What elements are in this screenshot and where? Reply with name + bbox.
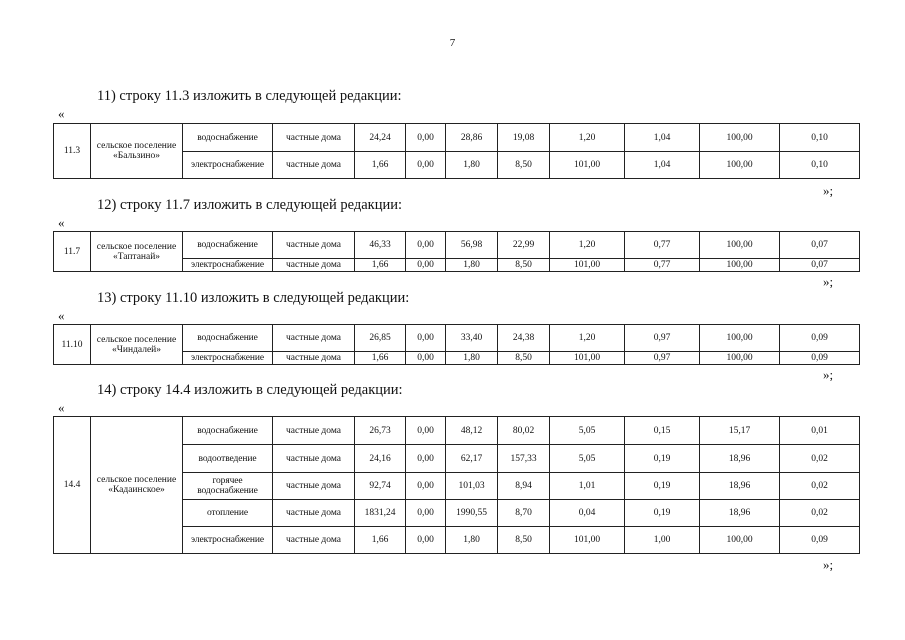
category-cell: частные дома xyxy=(273,325,355,352)
value-cell: 80,02 xyxy=(498,417,550,445)
value-cell: 101,00 xyxy=(550,152,625,179)
instruction-13: 13) строку 11.10 изложить в следующей редакции: xyxy=(97,290,410,306)
value-cell: 1,00 xyxy=(625,527,700,554)
category-cell: частные дома xyxy=(273,259,355,272)
value-cell: 1,04 xyxy=(625,124,700,152)
value-cell: 101,00 xyxy=(550,259,625,272)
value-cell: 24,16 xyxy=(355,445,406,473)
utility-cell: электроснабжение xyxy=(183,152,273,179)
value-cell: 1,80 xyxy=(446,259,498,272)
utility-cell: отопление xyxy=(183,500,273,527)
category-cell: частные дома xyxy=(273,124,355,152)
value-cell: 0,00 xyxy=(406,473,446,500)
value-cell: 0,10 xyxy=(780,124,860,152)
value-cell: 0,01 xyxy=(780,417,860,445)
value-cell: 0,09 xyxy=(780,527,860,554)
value-cell: 0,09 xyxy=(780,352,860,365)
value-cell: 0,97 xyxy=(625,325,700,352)
value-cell: 1,20 xyxy=(550,325,625,352)
value-cell: 92,74 xyxy=(355,473,406,500)
row-number-cell: 11.7 xyxy=(54,232,91,272)
value-cell: 100,00 xyxy=(700,259,780,272)
value-cell: 0,00 xyxy=(406,445,446,473)
value-cell: 0,15 xyxy=(625,417,700,445)
value-cell: 18,96 xyxy=(700,445,780,473)
value-cell: 0,00 xyxy=(406,325,446,352)
value-cell: 15,17 xyxy=(700,417,780,445)
value-cell: 1,80 xyxy=(446,152,498,179)
category-cell: частные дома xyxy=(273,473,355,500)
value-cell: 1,66 xyxy=(355,527,406,554)
settlement-cell: сельское поселение «Бальзино» xyxy=(91,124,183,179)
value-cell: 0,10 xyxy=(780,152,860,179)
utility-cell: водоснабжение xyxy=(183,325,273,352)
value-cell: 0,00 xyxy=(406,259,446,272)
value-cell: 5,05 xyxy=(550,445,625,473)
value-cell: 0,19 xyxy=(625,445,700,473)
value-cell: 0,00 xyxy=(406,417,446,445)
open-quote: « xyxy=(58,308,65,323)
instruction-14: 14) строку 14.4 изложить в следующей редакции: xyxy=(97,382,403,398)
category-cell: частные дома xyxy=(273,417,355,445)
value-cell: 8,94 xyxy=(498,473,550,500)
value-cell: 62,17 xyxy=(446,445,498,473)
value-cell: 100,00 xyxy=(700,124,780,152)
value-cell: 33,40 xyxy=(446,325,498,352)
value-cell: 101,00 xyxy=(550,352,625,365)
page-number: 7 xyxy=(449,37,456,49)
open-quote: « xyxy=(58,215,65,230)
category-cell: частные дома xyxy=(273,152,355,179)
utility-cell: электроснабжение xyxy=(183,527,273,554)
value-cell: 0,02 xyxy=(780,445,860,473)
value-cell: 1,80 xyxy=(446,352,498,365)
close-quote: »; xyxy=(823,274,834,289)
value-cell: 0,02 xyxy=(780,473,860,500)
close-quote: »; xyxy=(823,367,834,382)
category-cell: частные дома xyxy=(273,527,355,554)
value-cell: 1,20 xyxy=(550,232,625,259)
value-cell: 0,09 xyxy=(780,325,860,352)
value-cell: 0,77 xyxy=(625,259,700,272)
value-cell: 101,03 xyxy=(446,473,498,500)
value-cell: 0,02 xyxy=(780,500,860,527)
value-cell: 0,19 xyxy=(625,473,700,500)
value-cell: 100,00 xyxy=(700,232,780,259)
close-quote: »; xyxy=(823,557,834,572)
value-cell: 0,19 xyxy=(625,500,700,527)
row-number-cell: 11.10 xyxy=(54,325,91,365)
value-cell: 18,96 xyxy=(700,473,780,500)
value-cell: 1,66 xyxy=(355,259,406,272)
value-cell: 18,96 xyxy=(700,500,780,527)
utility-cell: водоснабжение xyxy=(183,232,273,259)
instruction-12: 12) строку 11.7 изложить в следующей редакции: xyxy=(97,197,403,213)
open-quote: « xyxy=(58,106,65,121)
value-cell: 100,00 xyxy=(700,352,780,365)
table-row-11-3 xyxy=(53,123,860,179)
settlement-cell: сельское поселение «Кадаинское» xyxy=(91,417,183,554)
value-cell: 0,77 xyxy=(625,232,700,259)
value-cell: 0,07 xyxy=(780,232,860,259)
category-cell: частные дома xyxy=(273,445,355,473)
utility-cell: горячее водоснабжение xyxy=(183,473,273,500)
value-cell: 0,00 xyxy=(406,500,446,527)
category-cell: частные дома xyxy=(273,500,355,527)
value-cell: 0,00 xyxy=(406,232,446,259)
value-cell: 5,05 xyxy=(550,417,625,445)
value-cell: 48,12 xyxy=(446,417,498,445)
value-cell: 1,66 xyxy=(355,152,406,179)
utility-cell: электроснабжение xyxy=(183,259,273,272)
value-cell: 8,70 xyxy=(498,500,550,527)
value-cell: 0,00 xyxy=(406,152,446,179)
value-cell: 0,97 xyxy=(625,352,700,365)
value-cell: 8,50 xyxy=(498,527,550,554)
value-cell: 22,99 xyxy=(498,232,550,259)
value-cell: 46,33 xyxy=(355,232,406,259)
value-cell: 0,00 xyxy=(406,527,446,554)
value-cell: 1,80 xyxy=(446,527,498,554)
utility-cell: водоснабжение xyxy=(183,124,273,152)
value-cell: 28,86 xyxy=(446,124,498,152)
category-cell: частные дома xyxy=(273,232,355,259)
value-cell: 8,50 xyxy=(498,352,550,365)
value-cell: 157,33 xyxy=(498,445,550,473)
value-cell: 26,85 xyxy=(355,325,406,352)
value-cell: 1831,24 xyxy=(355,500,406,527)
utility-cell: электроснабжение xyxy=(183,352,273,365)
row-number-cell: 14.4 xyxy=(54,417,91,554)
category-cell: частные дома xyxy=(273,352,355,365)
value-cell: 8,50 xyxy=(498,152,550,179)
close-quote: »; xyxy=(823,183,834,198)
settlement-cell: сельское поселение «Чиндалей» xyxy=(91,325,183,365)
value-cell: 0,00 xyxy=(406,124,446,152)
value-cell: 1,20 xyxy=(550,124,625,152)
value-cell: 0,07 xyxy=(780,259,860,272)
value-cell: 100,00 xyxy=(700,152,780,179)
value-cell: 100,00 xyxy=(700,325,780,352)
value-cell: 0,00 xyxy=(406,352,446,365)
value-cell: 100,00 xyxy=(700,527,780,554)
value-cell: 101,00 xyxy=(550,527,625,554)
table-row-14-4 xyxy=(53,416,860,554)
value-cell: 24,38 xyxy=(498,325,550,352)
row-number-cell: 11.3 xyxy=(54,124,91,179)
value-cell: 1,01 xyxy=(550,473,625,500)
instruction-11: 11) строку 11.3 изложить в следующей редакции: xyxy=(97,88,402,104)
value-cell: 19,08 xyxy=(498,124,550,152)
value-cell: 1,66 xyxy=(355,352,406,365)
value-cell: 24,24 xyxy=(355,124,406,152)
value-cell: 1990,55 xyxy=(446,500,498,527)
value-cell: 0,04 xyxy=(550,500,625,527)
value-cell: 56,98 xyxy=(446,232,498,259)
utility-cell: водоснабжение xyxy=(183,417,273,445)
value-cell: 26,73 xyxy=(355,417,406,445)
table-row-11-7 xyxy=(53,231,860,272)
table-row-11-10 xyxy=(53,324,860,365)
settlement-cell: сельское поселение «Таптанай» xyxy=(91,232,183,272)
open-quote: « xyxy=(58,400,65,415)
value-cell: 1,04 xyxy=(625,152,700,179)
utility-cell: водоотведение xyxy=(183,445,273,473)
value-cell: 8,50 xyxy=(498,259,550,272)
